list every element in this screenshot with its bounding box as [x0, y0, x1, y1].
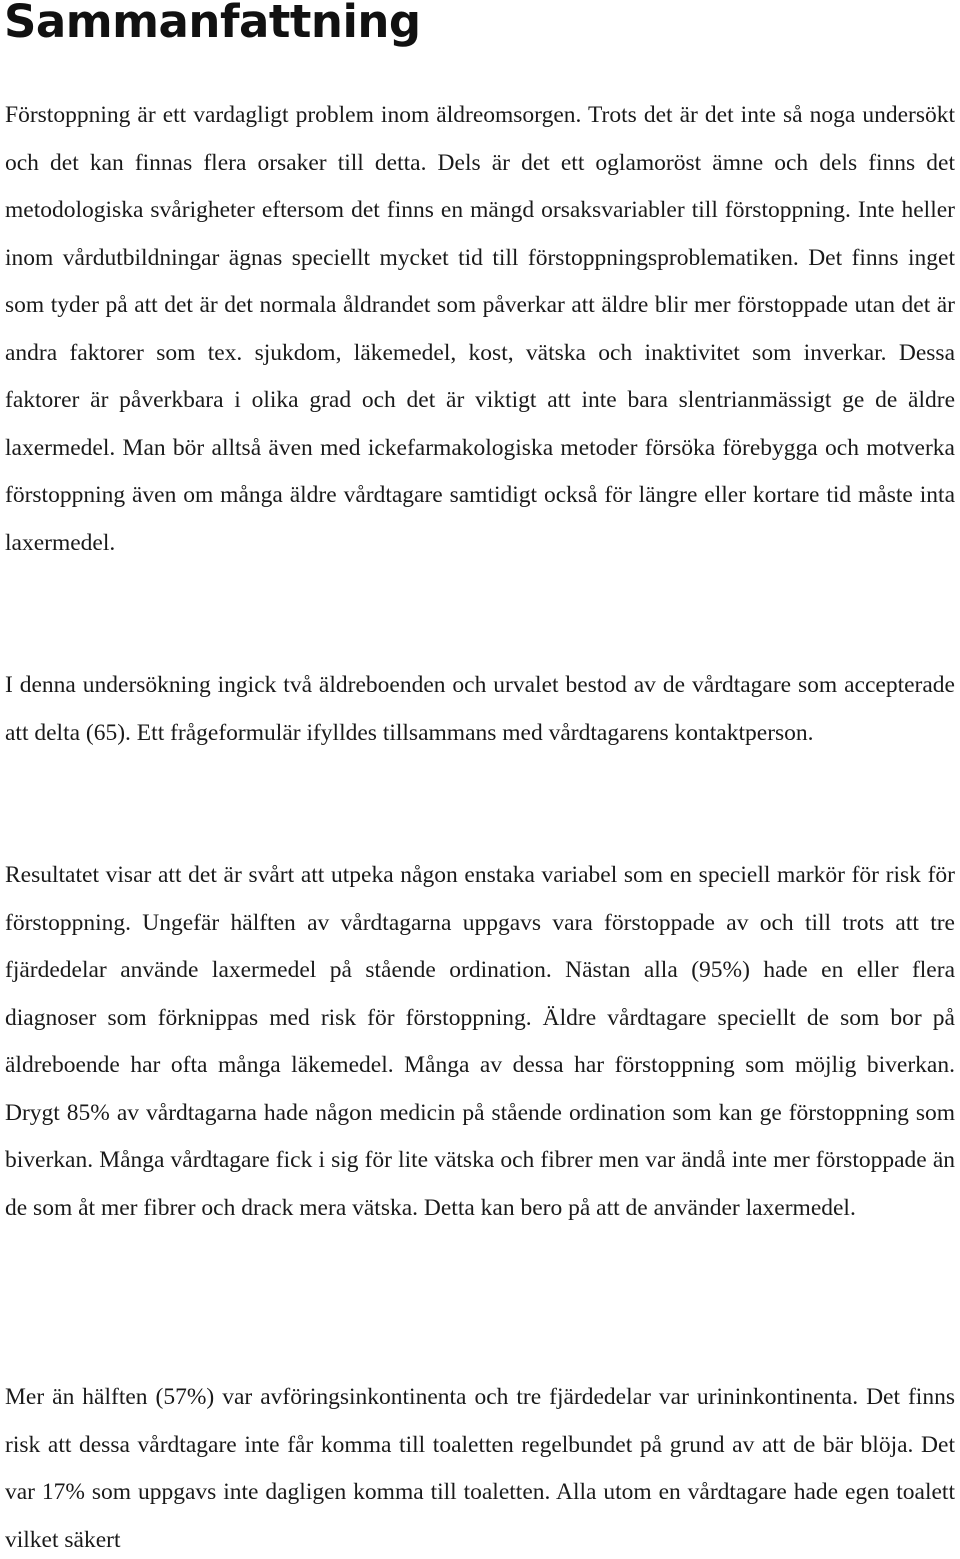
- paragraph-results: Resultatet visar att det är svårt att utpeka någon enstaka variabel som en speciell markör för risk för förstoppning. Ungefär hälften av vårdtagarna uppgavs vara förstoppade av och till trots att tre fjärdedelar använde laxermedel på stående ordination. Nästan alla (95%) hade en eller flera diagnoser som förknippas med risk för förstoppning. Äldre vårdtagare speciellt de som bor på äldreboende har ofta många läkemedel. Många av dessa har förstoppning som möjlig biverkan. Drygt 85% av vårdtagarna hade någon medicin på stående ordination som kan ge förstoppning som biverkan. Många vårdtagare fick i sig för lite vätska och fibrer men var ändå inte mer förstoppade än de som åt mer fibrer och drack mera vätska. Detta kan bero på att de använder laxermedel.: [5, 862, 955, 1221]
- page-title: Sammanfattning: [4, 0, 421, 48]
- paragraph-background: Förstoppning är ett vardagligt problem inom äldreomsorgen. Trots det är det inte så noga undersökt och det kan finnas flera orsaker till detta. Dels är det ett oglamoröst ämne och dels finns det metodologiska svårigheter eftersom det finns en mängd orsaksvariabler till förstoppning. Inte heller inom vårdutbildningar ägnas speciellt mycket tid till förstoppningsproblematiken. Det finns inget som tyder på att det är det normala åldrandet som påverkar att äldre blir mer förstoppade utan det är andra faktorer som tex. sjukdom, läkemedel, kost, vätska och inaktivitet som inverkar. Dessa faktorer är påverkbara i olika grad och det är viktigt att inte bara slentrianmässigt ge de äldre laxermedel. Man bör alltså även med ickefarmakologiska metoder försöka förebygga och motverka förstoppning även om många äldre vårdtagare samtidigt också för längre eller kortare tid måste inta laxermedel.: [5, 102, 955, 556]
- paragraph-method: I denna undersökning ingick två äldreboenden och urvalet bestod av de vårdtagare som accepterade att delta (65). Ett frågeformulär ifylldes tillsammans med vårdtagarens kontaktperson.: [5, 672, 955, 746]
- paragraph-incontinence: Mer än hälften (57%) var avföringsinkontinenta och tre fjärdedelar var urininkontinenta. Det finns risk att dessa vårdtagare inte får komma till toaletten regelbundet på grund av att de bär blöja. Det var 17% som uppgavs inte dagligen komma till toaletten. Alla utom en vårdtagare hade egen toalett vilket säkert: [5, 1384, 955, 1553]
